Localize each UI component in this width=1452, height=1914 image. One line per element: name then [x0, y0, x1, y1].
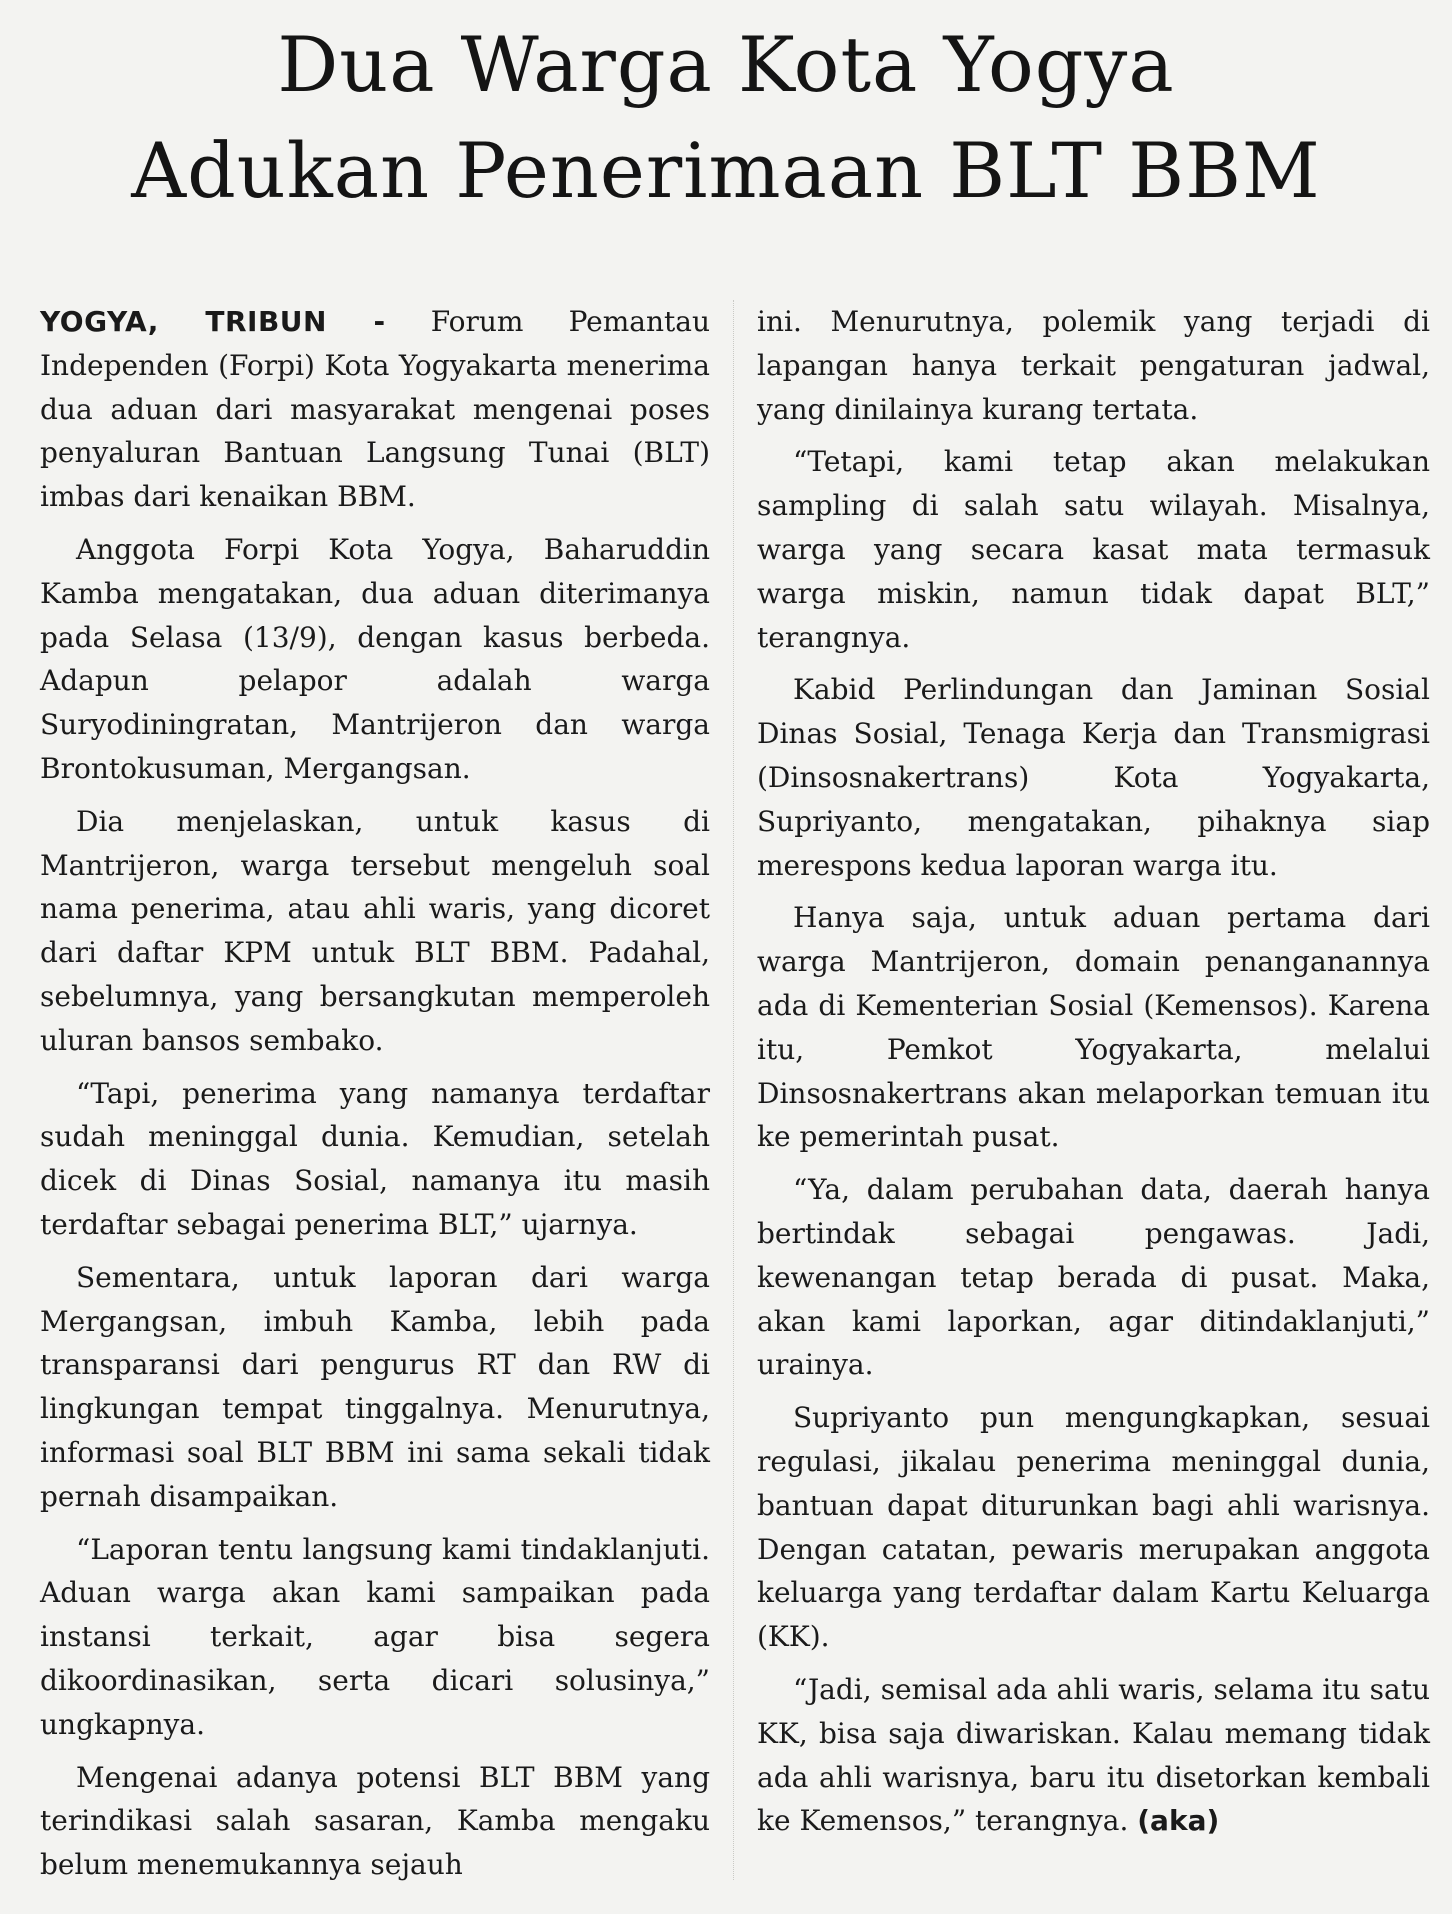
paragraph: Sementara, untuk laporan dari warga Mergangsan, imbuh Kamba, lebih pada transparansi dari pengurus RT dan RW di lingkungan tempat tinggalnya. Menurutnya, informasi soal BLT BBM ini sama sekali tidak pernah disampaikan. [40, 1260, 710, 1513]
headline [0, 12, 1452, 224]
article-column-left [40, 300, 710, 1896]
paragraph: “Tetapi, kami tetap akan melakukan sampling di salah satu wilayah. Misalnya, warga yang secara kasat mata termasuk warga miskin, namun tidak dapat BLT,” terangnya. [757, 445, 1430, 654]
paragraph [757, 1668, 1430, 1843]
paragraph: Supriyanto pun mengungkapkan, sesuai regulasi, jikalau penerima meninggal dunia, bantuan dapat diturunkan bagi ahli warisnya. Dengan catatan, pewaris merupakan anggota keluarga yang terdaftar dalam Kartu Keluarga (KK). [757, 1401, 1430, 1654]
paragraph-text: “Jadi, semisal ada ahli waris, selama itu satu KK, bisa saja diwariskan. Kalau memang tidak ada ahli warisnya, baru itu disetorkan kembali ke Kemensos,” terangnya. [757, 1672, 1430, 1838]
dateline: YOGYA, TRIBUN - [40, 305, 386, 338]
paragraph [40, 300, 710, 519]
column-divider [733, 300, 734, 1880]
paragraph: Hanya saja, untuk aduan pertama dari warga Mantrijeron, domain penanganannya ada di Kementerian Sosial (Kemensos). Karena itu, Pemkot Yogyakarta, melalui Dinsosnakertrans akan melaporkan temuan itu ke pemerintah pusat. [757, 901, 1430, 1154]
paragraph: “Ya, dalam perubahan data, daerah hanya bertindak sebagai pengawas. Jadi, kewenangan tetap berada di pusat. Maka, akan kami laporkan, agar ditindaklanjuti,” urainya. [757, 1173, 1430, 1382]
paragraph: “Tapi, penerima yang namanya terdaftar sudah meninggal dunia. Kemudian, setelah dicek di Dinas Sosial, namanya itu masih terdaftar sebagai penerima BLT,” ujarnya. [40, 1076, 710, 1241]
article-column-right [757, 300, 1430, 1852]
paragraph: “Laporan tentu langsung kami tindaklanjuti. Aduan warga akan kami sampaikan pada instansi terkait, agar bisa segera dikoordinasikan, serta dicari solusinya,” ungkapnya. [40, 1532, 710, 1741]
paragraph: ini. Menurutnya, polemik yang terjadi di lapangan hanya terkait pengaturan jadwal, yang dinilainya kurang tertata. [757, 305, 1430, 426]
author-signature: (aka) [1137, 1804, 1220, 1838]
paragraph-text: Forum Pemantau Independen (Forpi) Kota Yogyakarta menerima dua aduan dari masyarakat mengenai poses penyaluran Bantuan Langsung Tunai (BLT) imbas dari kenaikan BBM. [40, 305, 711, 514]
paragraph: Anggota Forpi Kota Yogya, Baharuddin Kamba mengatakan, dua aduan diterimanya pada Selasa (13/9), dengan kasus berbeda. Adapun pelapor adalah warga Suryodiningratan, Mantrijeron dan warga Brontokusuman, Mergangsan. [40, 532, 710, 785]
headline-line-1: Dua Warga Kota Yogya [277, 20, 1175, 109]
paragraph: Mengenai adanya potensi BLT BBM yang terindikasi salah sasaran, Kamba mengaku belum menemukannya sejauh [40, 1760, 710, 1882]
paragraph: Kabid Perlindungan dan Jaminan Sosial Dinas Sosial, Tenaga Kerja dan Transmigrasi (Dinsosnakertrans) Kota Yogyakarta, Supriyanto, mengatakan, pihaknya siap merespons kedua laporan warga itu. [757, 673, 1430, 882]
headline-line-2: Adukan Penerimaan BLT BBM [131, 126, 1321, 215]
paragraph: Dia menjelaskan, untuk kasus di Mantrijeron, warga tersebut mengeluh soal nama penerima, atau ahli waris, yang dicoret dari daftar KPM untuk BLT BBM. Padahal, sebelumnya, yang bersangkutan memperoleh uluran bansos sembako. [40, 804, 710, 1057]
